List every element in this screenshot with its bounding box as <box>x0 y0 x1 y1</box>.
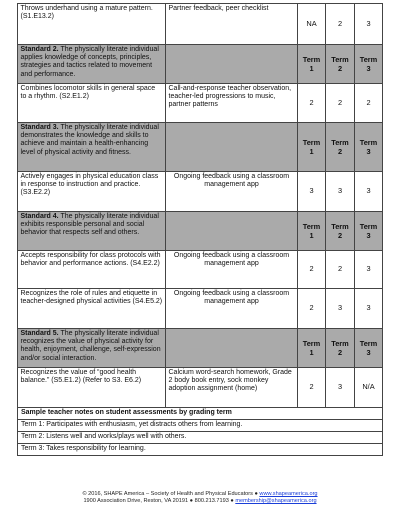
standard-number: Standard 5. <box>20 330 59 337</box>
term3-score: 2 <box>355 84 383 123</box>
skill-row <box>18 172 383 212</box>
term2-score: 3 <box>326 172 355 212</box>
term3-header: Term 3 <box>355 123 383 172</box>
standard-blank-cell <box>166 212 298 251</box>
term1-header: Term 1 <box>298 329 326 368</box>
standard-number: Standard 2. <box>20 46 59 53</box>
term1-score: 3 <box>298 172 326 212</box>
term2-score: 3 <box>326 289 355 329</box>
term1-header: Term 1 <box>298 212 326 251</box>
standard-row <box>18 329 383 368</box>
term2-score: 2 <box>326 4 355 45</box>
copyright-text: © 2016, SHAPE America – Society of Health and Physical Educators ● <box>82 491 260 497</box>
term1-score: 2 <box>298 289 326 329</box>
assessment-text: Ongoing feedback using a classroom management app <box>166 172 298 212</box>
term1-score: 2 <box>298 368 326 408</box>
standard-row <box>18 212 383 251</box>
term3-score: 3 <box>355 289 383 329</box>
notes-heading-row <box>18 408 383 420</box>
skill-text: Accepts responsibility for class protocols with behavior and performance actions. (S4.E2.2) <box>18 251 166 289</box>
term2-score: 2 <box>326 251 355 289</box>
term3-score: 3 <box>355 4 383 45</box>
assessment-text: Ongoing feedback using a classroom management app <box>166 251 298 289</box>
term1-score: 2 <box>298 251 326 289</box>
term3-header: Term 3 <box>355 329 383 368</box>
website-link[interactable]: www.shapeamerica.org <box>259 491 318 497</box>
page-footer <box>0 491 400 505</box>
standard-number: Standard 3. <box>20 124 59 131</box>
note-term1: Term 1: Participates with enthusiasm, yet distracts others from learning. <box>18 420 383 432</box>
standard-blank-cell <box>166 45 298 84</box>
term1-header: Term 1 <box>298 123 326 172</box>
assessment-text: Ongoing feedback using a classroom management app <box>166 289 298 329</box>
skill-text: Recognizes the value of “good health balance.” (S5.E1.2) (Refer to S3. E6.2) <box>18 368 166 408</box>
term3-score: N/A <box>355 368 383 408</box>
skill-text: Throws underhand using a mature pattern. (S1.E13.2) <box>18 4 166 45</box>
assessment-text: Calcium word-search homework, Grade 2 body book entry, sock monkey adoption assignment (home) <box>166 368 298 408</box>
footer-line-1 <box>0 491 400 498</box>
note-term2: Term 2: Listens well and works/plays well with others. <box>18 432 383 444</box>
note-row <box>18 444 383 456</box>
term1-header: Term 1 <box>298 45 326 84</box>
footer-line-2 <box>0 498 400 505</box>
term2-header: Term 2 <box>326 212 355 251</box>
skill-row <box>18 84 383 123</box>
skill-row <box>18 289 383 329</box>
skill-row <box>18 368 383 408</box>
term3-score: 3 <box>355 251 383 289</box>
email-link[interactable]: membership@shapeamerica.org <box>235 498 317 504</box>
standard-row <box>18 45 383 84</box>
skill-text: Recognizes the role of rules and etiquette in teacher-designed physical activities (S4.E5.2) <box>18 289 166 329</box>
standard-text <box>18 212 166 251</box>
standard-number: Standard 4. <box>20 213 59 220</box>
term2-score: 2 <box>326 84 355 123</box>
standard-text <box>18 329 166 368</box>
term3-header: Term 3 <box>355 212 383 251</box>
standard-description: The physically literate individual applies knowledge of concepts, principles, strategies and tactics related to movement and performance. <box>20 46 159 78</box>
standard-blank-cell <box>166 123 298 172</box>
skill-row <box>18 4 383 45</box>
term1-score: 2 <box>298 84 326 123</box>
term3-score: 3 <box>355 172 383 212</box>
skill-text: Combines locomotor skills in general space to a rhythm. (S2.E1.2) <box>18 84 166 123</box>
standard-row <box>18 123 383 172</box>
note-term3: Term 3: Takes responsibility for learning. <box>18 444 383 456</box>
note-row <box>18 432 383 444</box>
term3-header: Term 3 <box>355 45 383 84</box>
term2-header: Term 2 <box>326 123 355 172</box>
skill-text: Actively engages in physical education class in response to instruction and practice. (S3.E2.2) <box>18 172 166 212</box>
standard-blank-cell <box>166 329 298 368</box>
assessment-table <box>17 3 383 456</box>
standard-description: The physically literate individual exhibits responsible personal and social behavior that respects self and others. <box>20 213 159 237</box>
note-row <box>18 420 383 432</box>
skill-row <box>18 251 383 289</box>
standard-description: The physically literate individual recognizes the value of physical activity for health, enjoyment, challenge, self-expression and/or social interaction. <box>20 330 161 362</box>
notes-heading: Sample teacher notes on student assessments by grading term <box>18 408 383 420</box>
standard-description: The physically literate individual demonstrates the knowledge and skills to achieve and maintain a health-enhancing level of physical activity and fitness. <box>20 124 159 156</box>
standard-text <box>18 45 166 84</box>
term2-score: 3 <box>326 368 355 408</box>
standard-text <box>18 123 166 172</box>
assessment-text: Call-and-response teacher observation, teacher-led progressions to music, partner patterns <box>166 84 298 123</box>
assessment-text: Partner feedback, peer checklist <box>166 4 298 45</box>
term2-header: Term 2 <box>326 329 355 368</box>
term1-score: NA <box>298 4 326 45</box>
address-text: 1900 Association Drive, Reston, VA 20191 ● 800.213.7193 ● <box>83 498 236 504</box>
term2-header: Term 2 <box>326 45 355 84</box>
